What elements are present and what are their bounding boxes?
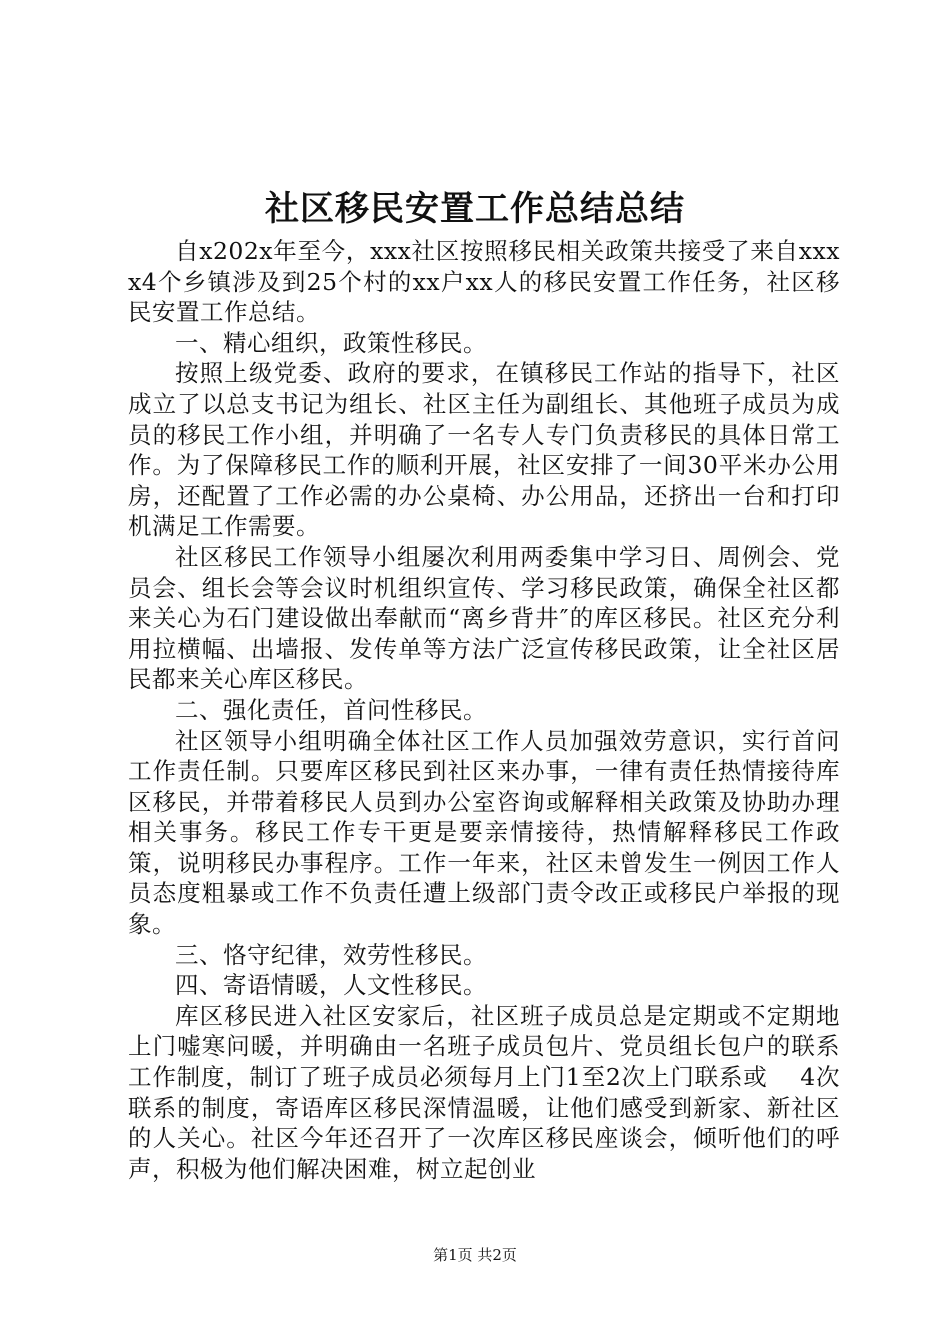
paragraph-section-1: 按照上级党委、政府的要求，在镇移民工作站的指导下，社区成立了以总支书记为组长、社区主任为副组长、其他班子成员为成员的移民工作小组，并明确了一名专人专门负责移民的具体日常工作。为了保障移民工作的顺利开展，社区安排了一间30平米办公用房，还配置了工作必需的办公桌椅、办公用品，还挤出一台和打印机满足工作需要。: [128, 359, 840, 541]
paragraph-section-4: 库区移民进入社区安家后，社区班子成员总是定期或不定期地上门嘘寒问暖，并明确由一名班子成员包片、党员组长包户的联系工作制度，制订了班子成员必须每月上门1至2次上门联系或 4次联系的制度，寄语库区移民深情温暖，让他们感受到新家、新社区的人关心。社区今年还召开了一次库区移民座谈会，倾听他们的呼声，积极为他们解决困难，树立起创业: [128, 1001, 840, 1183]
section-heading-2: 二、强化责任，首问性移民。: [175, 695, 487, 724]
document-body: [128, 236, 840, 1184]
section-heading-3: 三、恪守纪律，效劳性移民。: [175, 940, 487, 969]
section-heading-1: 一、精心组织，政策性移民。: [175, 328, 487, 357]
paragraph-section-1-publicity: 社区移民工作领导小组屡次利用两委集中学习日、周例会、党员会、组长会等会议时机组织宣传、学习移民政策，确保全社区都来关心为石门建设做出奉献而“离乡背井″的库区移民。社区充分利用拉横幅、出墙报、发传单等方法广泛宣传移民政策，让全社区居民都来关心库区移民。: [128, 542, 840, 694]
paragraph-section-2: 社区领导小组明确全体社区工作人员加强效劳意识，实行首问工作责任制。只要库区移民到社区来办事，一律有责任热情接待库区移民，并带着移民人员到办公室咨询或解释相关政策及协助办理相关事务。移民工作专干更是要亲情接待，热情解释移民工作政策，说明移民办事程序。工作一年来，社区未曾发生一例因工作人员态度粗暴或工作不负责任遭上级部门责令改正或移民户举报的现象。: [128, 726, 840, 939]
page-title: 社区移民安置工作总结总结: [265, 189, 685, 229]
page-number-footer: 第1页 共2页: [433, 1246, 517, 1264]
section-heading-4: 四、寄语情暖，人文性移民。: [175, 971, 487, 1000]
paragraph-intro: 自x202x年至今，xxx社区按照移民相关政策共接受了来自xxxx4个乡镇涉及到25个村的xx户xx人的移民安置工作任务，社区移民安置工作总结。: [128, 237, 840, 327]
